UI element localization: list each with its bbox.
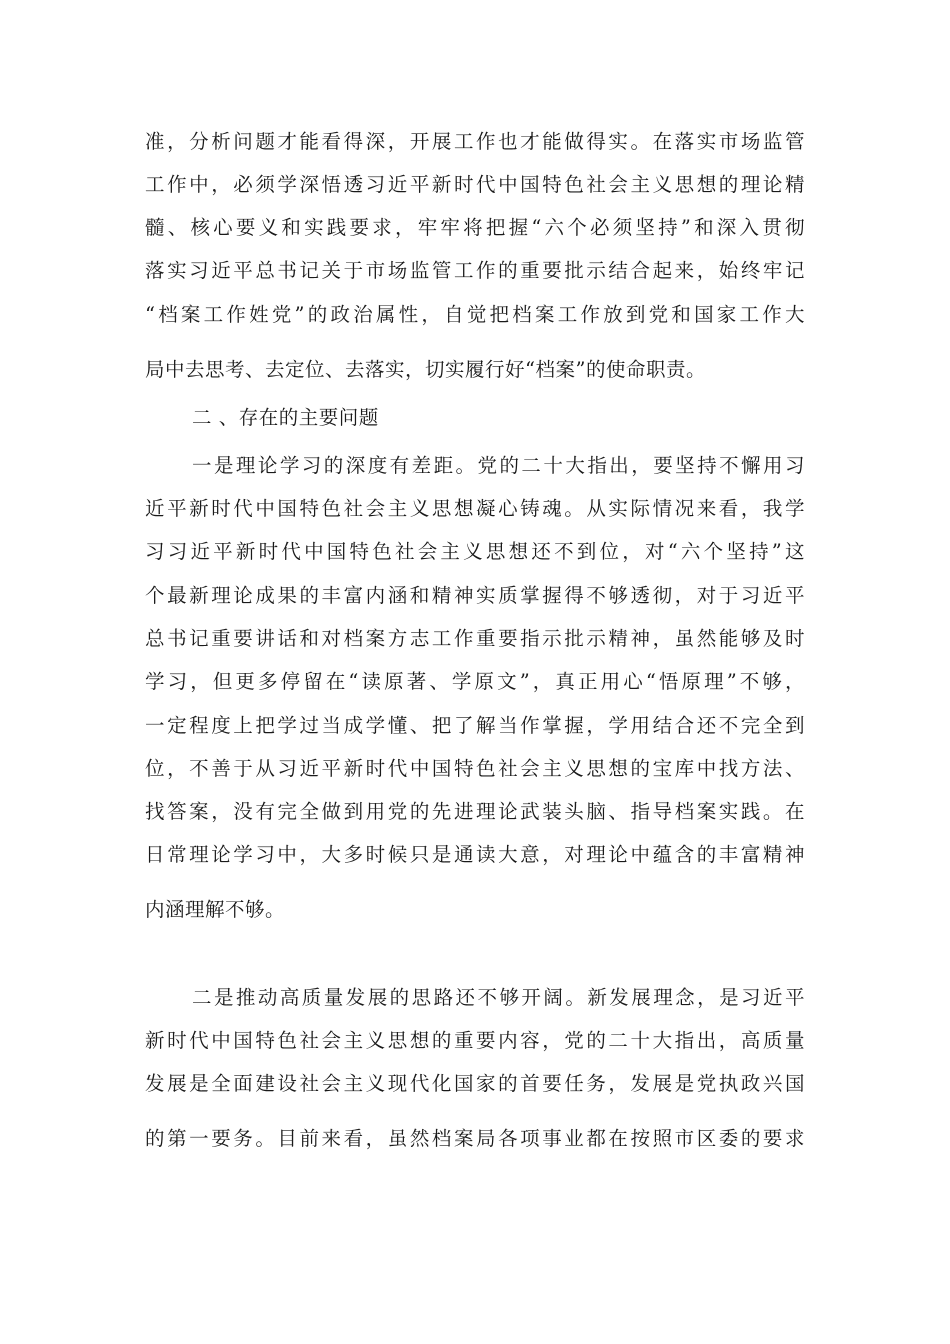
text-line: 总书记重要讲话和对档案方志工作重要指示批示精神，虽然能够及时 bbox=[145, 627, 805, 650]
text-line: 个最新理论成果的丰富内涵和精神实质掌握得不够透彻，对于习近平 bbox=[145, 584, 805, 607]
text-line: 工作中，必须学深悟透习近平新时代中国特色社会主义思想的理论精 bbox=[145, 173, 805, 196]
section-heading: 二 、存在的主要问题 bbox=[192, 406, 379, 429]
text-line: 二是推动高质量发展的思路还不够开阔。新发展理念，是习近平 bbox=[192, 986, 805, 1009]
text-line: 发展是全面建设社会主义现代化国家的首要任务，发展是党执政兴国 bbox=[145, 1072, 805, 1095]
text-line: 日常理论学习中，大多时候只是通读大意，对理论中蕴含的丰富精神 bbox=[145, 843, 805, 866]
text-line: 习习近平新时代中国特色社会主义思想还不到位，对“六个坚持”这 bbox=[145, 540, 805, 563]
text-line: 的第一要务。目前来看，虽然档案局各项事业都在按照市区委的要求 bbox=[145, 1127, 805, 1150]
text-line: 新时代中国特色社会主义思想的重要内容，党的二十大指出，高质量 bbox=[145, 1029, 805, 1052]
text-line: 位，不善于从习近平新时代中国特色社会主义思想的宝库中找方法、 bbox=[145, 757, 805, 780]
text-line: 一定程度上把学过当成学懂、把了解当作掌握，学用结合还不完全到 bbox=[145, 714, 805, 737]
text-line: 准，分析问题才能看得深，开展工作也才能做得实。在落实市场监管 bbox=[145, 130, 805, 153]
text-line: 内涵理解不够。 bbox=[145, 898, 286, 921]
text-line: 落实习近平总书记关于市场监管工作的重要批示结合起来，始终牢记 bbox=[145, 259, 805, 282]
text-line: 一是理论学习的深度有差距。党的二十大指出，要坚持不懈用习 bbox=[192, 454, 805, 477]
text-line: 近平新时代中国特色社会主义思想凝心铸魂。从实际情况来看，我学 bbox=[145, 497, 805, 520]
text-line: “档案工作姓党”的政治属性，自觉把档案工作放到党和国家工作大 bbox=[145, 303, 805, 326]
text-line: 髓、核心要义和实践要求，牢牢将把握“六个必须坚持”和深入贯彻 bbox=[145, 216, 805, 239]
text-line: 找答案，没有完全做到用党的先进理论武装头脑、指导档案实践。在 bbox=[145, 800, 805, 823]
text-line: 学习，但更多停留在“读原著、学原文”，真正用心“悟原理”不够， bbox=[145, 670, 805, 693]
text-line: 局中去思考、去定位、去落实，切实履行好“档案”的使命职责。 bbox=[145, 358, 706, 381]
